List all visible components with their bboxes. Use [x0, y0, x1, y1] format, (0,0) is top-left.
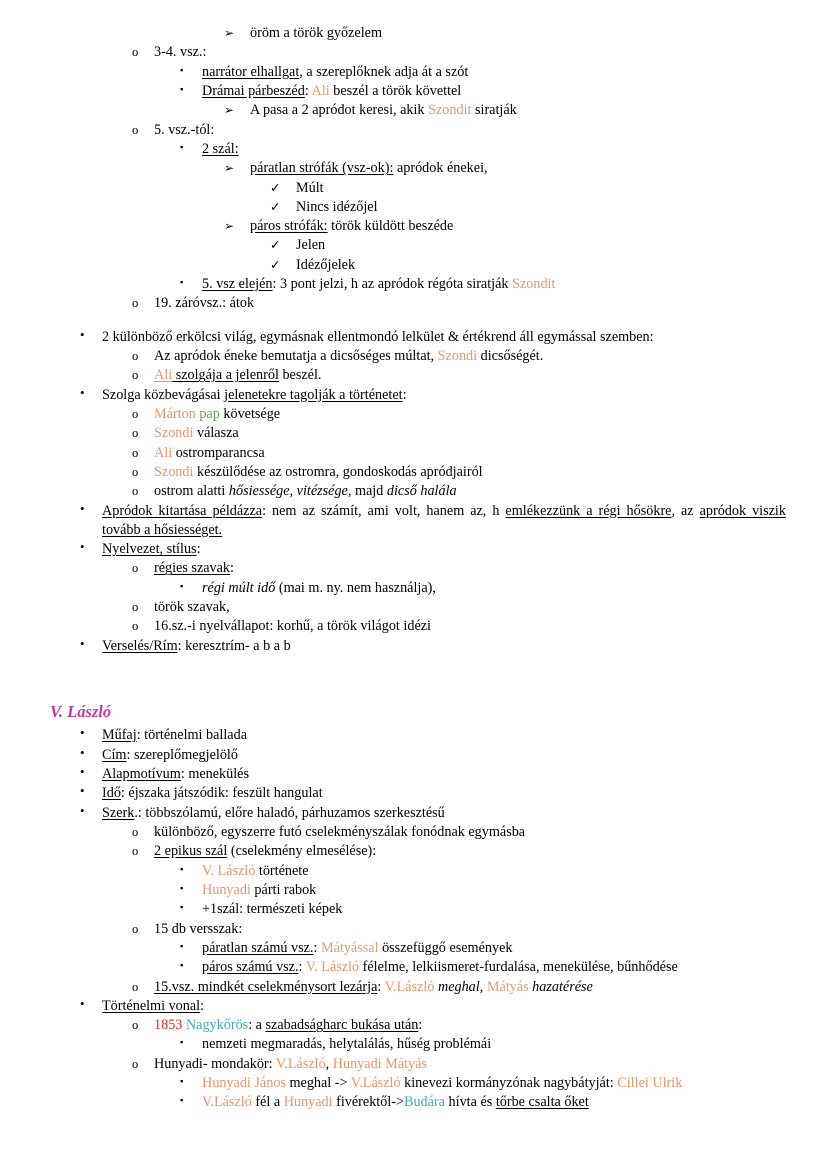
list-item-text — [154, 366, 786, 385]
arrow-bullet-icon: ➢ — [224, 161, 235, 176]
list-item — [42, 862, 786, 881]
list-item — [42, 784, 786, 803]
list-item-text: 5. vsz.-tól: — [154, 121, 215, 138]
list-item-text — [102, 765, 786, 784]
character-name: Szondi — [437, 348, 478, 364]
text-run: : 3 pont jelzi, h az apródok régóta siratják — [272, 276, 513, 293]
list-item — [42, 256, 786, 275]
text-run: , majd — [347, 483, 387, 500]
text-run: félelme, lelkiismeret-furdalása, menekülése, bűnhődése — [359, 959, 678, 976]
list-item-text — [154, 978, 786, 997]
list-item-text — [154, 405, 786, 424]
list-item-text — [154, 559, 786, 578]
character-name: Ali — [154, 444, 173, 461]
list-item — [42, 900, 786, 919]
emphasis-italic: dicső halála — [386, 483, 457, 500]
circle-bullet-icon: o — [132, 921, 139, 936]
list-item — [42, 179, 786, 198]
list-item — [42, 482, 786, 501]
list-item — [42, 920, 786, 939]
text-run: : — [196, 541, 201, 558]
list-item-text — [154, 347, 786, 366]
emphasis-underline: 5. vsz elején — [202, 276, 273, 293]
circle-bullet-icon: o — [132, 296, 139, 311]
list-item-text — [102, 804, 786, 823]
circle-bullet-icon: o — [132, 600, 139, 615]
text-run: : — [298, 959, 306, 976]
text-run: török küldött beszéde — [327, 218, 454, 235]
list-item-text — [154, 463, 786, 482]
text-run: ostrom alatti — [154, 483, 229, 500]
list-item-text: 19. záróvsz.: átok — [154, 295, 255, 312]
paragraph-spacer — [42, 314, 786, 328]
list-item — [42, 1074, 786, 1093]
emphasis-underline: Verselés/Rím — [102, 637, 178, 654]
list-item — [42, 726, 786, 745]
list-item-text: 3-4. vsz.: — [154, 44, 207, 61]
list-item — [42, 804, 786, 823]
square-bullet-icon: ▪ — [180, 1077, 184, 1088]
text-run: fivérektől-> — [332, 1094, 404, 1111]
circle-bullet-icon: o — [132, 1018, 139, 1033]
text-run: párti rabok — [250, 881, 317, 898]
list-item-text: +1szál: természeti képek — [202, 901, 343, 918]
circle-bullet-icon: o — [132, 464, 139, 479]
list-item-text — [250, 217, 786, 236]
list-item — [42, 275, 786, 294]
text-run: története — [255, 862, 309, 879]
character-name: Hunyadi Mátyás — [332, 1055, 427, 1072]
circle-bullet-icon: o — [132, 979, 139, 994]
character-name: Mátyással — [320, 939, 379, 956]
text-run: , az — [671, 502, 700, 519]
text-run: : — [230, 560, 234, 577]
text-run: : éjszaka játszódik: feszült hangulat — [120, 785, 323, 802]
list-item — [42, 347, 786, 366]
emphasis-underline: apródok viszik tovább a hősiességet. — [102, 502, 786, 538]
text-run: : történelmi ballada — [136, 727, 247, 744]
character-name: Szondi — [154, 463, 194, 480]
character-name: V.László — [275, 1055, 326, 1072]
text-run: : — [418, 1017, 423, 1034]
list-item-text — [154, 1055, 786, 1074]
character-name: Márton — [154, 405, 196, 422]
disc-bullet-icon: • — [80, 384, 85, 400]
circle-bullet-icon: o — [132, 349, 139, 363]
list-item-text: 16.sz.-i nyelvállapot: korhű, a török világot idézi — [154, 618, 431, 635]
square-bullet-icon: ▪ — [180, 278, 184, 289]
list-item — [42, 366, 786, 385]
list-item — [42, 82, 786, 101]
character-name: V.László — [350, 1075, 401, 1092]
text-run: meghal -> — [285, 1075, 351, 1092]
list-item — [42, 617, 786, 636]
character-name: V. László — [202, 862, 256, 879]
disc-bullet-icon: • — [80, 783, 85, 799]
emphasis-underline: emlékezzünk a régi hősökre — [505, 502, 672, 519]
list-item-text — [250, 101, 786, 120]
list-item-text: Jelen — [296, 237, 326, 254]
place-name: Nagykőrös — [185, 1017, 249, 1034]
list-item-text — [202, 958, 786, 977]
list-item — [42, 386, 786, 405]
list-item — [42, 939, 786, 958]
character-name: V.László — [384, 978, 435, 995]
list-item-text — [202, 1074, 786, 1093]
circle-bullet-icon: o — [132, 825, 139, 839]
emphasis-underline: Drámai párbeszéd — [202, 82, 305, 99]
character-name: Hunyadi — [283, 1094, 333, 1111]
list-item-text — [102, 746, 786, 765]
list-item-text — [202, 862, 786, 881]
text-run: beszél a török követtel — [329, 82, 462, 99]
character-name: Mátyás — [486, 978, 529, 995]
text-run: : — [377, 978, 385, 995]
list-item — [42, 294, 786, 313]
circle-bullet-icon: o — [132, 445, 139, 460]
circle-bullet-icon: o — [132, 1056, 139, 1071]
list-item-text — [202, 82, 786, 101]
list-item-text — [202, 275, 786, 294]
character-name: Hunyadi János — [202, 1075, 286, 1092]
text-run: Hunyadi- mondakör: — [154, 1055, 276, 1072]
list-item-text — [154, 444, 786, 463]
square-bullet-icon: ▪ — [180, 864, 184, 875]
list-item-text — [250, 159, 786, 178]
list-item-text: Idézőjelek — [296, 256, 356, 273]
text-run: : — [313, 939, 321, 956]
text-run: .: többszólamú, előre haladó, párhuzamos szerkesztésű — [134, 804, 445, 821]
disc-bullet-icon: • — [80, 500, 85, 516]
text-run: hívta és — [444, 1094, 496, 1111]
list-item-text — [202, 579, 786, 598]
square-bullet-icon: ▪ — [180, 1096, 184, 1107]
arrow-bullet-icon: ➢ — [224, 219, 235, 234]
emphasis-underline: páros számú vsz. — [202, 959, 299, 976]
text-run: dicsőségét. — [477, 348, 544, 364]
role-word: pap — [199, 405, 220, 422]
emphasis-underline: Műfaj — [102, 727, 137, 744]
character-name: V.László — [202, 1094, 252, 1111]
list-item — [42, 997, 786, 1016]
emphasis-italic: hősiessége, vitézsége — [228, 483, 348, 500]
circle-bullet-icon: o — [132, 844, 139, 859]
character-name: V. László — [305, 959, 360, 976]
square-bullet-icon: ▪ — [180, 941, 184, 952]
list-item-text: török szavak, — [154, 599, 230, 616]
disc-bullet-icon: • — [80, 326, 85, 342]
emphasis-underline: szolgája a jelenről — [172, 367, 279, 384]
emphasis-underline: 15.vsz. mindkét cselekménysort lezárja — [154, 978, 378, 995]
list-item-text: 2 szál: — [202, 140, 239, 157]
emphasis-underline: páratlan számú vsz. — [202, 939, 314, 956]
list-item — [42, 823, 786, 842]
emphasis-underline: Történelmi vonal — [102, 997, 201, 1014]
list-item-text — [102, 997, 786, 1016]
list-item-text — [154, 482, 786, 501]
circle-bullet-icon: o — [132, 484, 139, 499]
list-item — [42, 121, 786, 140]
list-item-text — [102, 502, 786, 541]
emphasis-underline: jelenetekre tagolják a történetet — [224, 386, 403, 403]
emphasis-underline: páratlan strófák (vsz-ok): — [250, 160, 394, 177]
circle-bullet-icon: o — [132, 368, 139, 383]
emphasis-underline: 2 epikus szál — [154, 843, 228, 860]
text-run: ostromparancsa — [172, 444, 265, 461]
list-item-text — [154, 1016, 786, 1035]
emphasis-italic: hazatérése — [528, 978, 593, 995]
square-bullet-icon: ▪ — [180, 581, 184, 592]
list-item-text — [102, 386, 786, 405]
text-run: , — [325, 1055, 333, 1072]
square-bullet-icon: ▪ — [180, 1038, 184, 1049]
text-run: (mai m. ny. nem használja), — [275, 579, 436, 596]
list-item — [42, 881, 786, 900]
text-run: , — [479, 978, 487, 995]
list-item — [42, 1035, 786, 1054]
text-run: : — [200, 997, 205, 1014]
character-name: Szondit — [428, 102, 472, 119]
check-bullet-icon: ✓ — [270, 180, 281, 195]
circle-bullet-icon: o — [132, 426, 139, 441]
check-bullet-icon: ✓ — [270, 257, 281, 272]
list-item — [42, 502, 786, 541]
list-item — [42, 540, 786, 559]
list-item — [42, 765, 786, 784]
list-item-text — [102, 784, 786, 803]
character-name: Cillei Ulrik — [617, 1075, 683, 1092]
list-item-text: öröm a török győzelem — [250, 25, 382, 41]
square-bullet-icon: ▪ — [180, 883, 184, 894]
square-bullet-icon: ▪ — [180, 65, 184, 76]
square-bullet-icon: ▪ — [180, 903, 184, 914]
text-run: : menekülés — [180, 766, 249, 783]
list-item — [42, 1016, 786, 1035]
list-item — [42, 1055, 786, 1074]
text-run: követsége — [219, 405, 281, 422]
text-run: : nem az számít, ami volt, hanem az, h — [262, 502, 506, 519]
list-item — [42, 405, 786, 424]
list-item-text: Múlt — [296, 179, 324, 196]
text-run: Az apródok éneke bemutatja a dicsőséges múltat, — [154, 348, 438, 364]
emphasis-underline: Idő — [102, 785, 121, 802]
disc-bullet-icon: • — [80, 764, 85, 780]
list-item — [42, 101, 786, 120]
text-run: fél a — [251, 1094, 284, 1111]
text-run: készülődése az ostromra, gondoskodás apródjairól — [193, 463, 483, 480]
text-run: (cselekmény elmesélése): — [227, 843, 377, 860]
character-name: Szondit — [512, 276, 556, 293]
list-item — [42, 579, 786, 598]
emphasis-underline: páros strófák: — [250, 218, 328, 235]
list-item-text: Nincs idézőjel — [296, 198, 378, 215]
character-name: Ali — [311, 82, 330, 99]
list-item — [42, 1093, 786, 1112]
character-name: Szondi — [154, 425, 194, 442]
list-item-text — [102, 637, 786, 656]
list-item-text — [202, 939, 786, 958]
list-item — [42, 842, 786, 861]
text-run: : — [304, 82, 312, 99]
emphasis-italic: meghal — [434, 978, 480, 995]
text-run: : a — [248, 1017, 266, 1034]
emphasis-underline: szabadságharc bukása után — [265, 1017, 419, 1034]
text-run: , a szereplőknek adja át a szót — [299, 63, 469, 80]
text-run: válasza — [193, 425, 239, 442]
check-bullet-icon: ✓ — [270, 199, 281, 214]
text-run: összefüggő események — [378, 939, 513, 956]
emphasis-underline: Cím — [102, 746, 127, 763]
square-bullet-icon: ▪ — [180, 84, 184, 95]
list-item — [42, 559, 786, 578]
list-item-text: különböző, egyszerre futó cselekményszálak fonódnak egymásba — [154, 824, 526, 840]
circle-bullet-icon: o — [132, 406, 139, 421]
list-item — [42, 217, 786, 236]
text-run: : szereplőmegjelölő — [126, 746, 238, 763]
text-run: kinevezi kormányzónak nagybátyját: — [400, 1075, 618, 1092]
list-item-text — [154, 424, 786, 443]
list-item — [42, 198, 786, 217]
list-item — [42, 159, 786, 178]
disc-bullet-icon: • — [80, 539, 85, 555]
list-item — [42, 637, 786, 656]
list-item — [42, 24, 786, 43]
text-run: A pasa a 2 apródot keresi, akik — [250, 102, 429, 119]
list-item-text: 2 különböző erkölcsi világ, egymásnak ellentmondó lelkület & értékrend áll egymással szemben: — [102, 328, 654, 345]
list-item — [42, 140, 786, 159]
list-item — [42, 424, 786, 443]
list-item-text — [202, 1093, 786, 1112]
list-item-text: nemzeti megmaradás, helytalálás, hűség problémái — [202, 1036, 492, 1053]
text-run: beszél. — [278, 367, 322, 384]
square-bullet-icon: ▪ — [180, 961, 184, 972]
emphasis-underline: Apródok kitartása példázza — [102, 502, 263, 519]
emphasis-underline: narrátor elhallgat — [202, 63, 300, 80]
disc-bullet-icon: • — [80, 995, 85, 1011]
list-item — [42, 463, 786, 482]
disc-bullet-icon: • — [80, 635, 85, 651]
emphasis-underline: tőrbe csalta őket — [495, 1094, 589, 1111]
text-run: apródok énekei, — [393, 160, 488, 177]
disc-bullet-icon: • — [80, 744, 85, 760]
emphasis-underline: Nyelvezet, stílus — [102, 541, 197, 558]
square-bullet-icon: ▪ — [180, 142, 184, 153]
list-item — [42, 63, 786, 82]
list-item-text — [154, 842, 786, 861]
emphasis-underline: Alapmotívum — [102, 766, 181, 783]
arrow-bullet-icon: ➢ — [224, 103, 235, 118]
year-highlight: 1853 — [154, 1017, 183, 1034]
circle-bullet-icon: o — [132, 122, 139, 137]
list-item — [42, 598, 786, 617]
place-name: Budára — [404, 1094, 445, 1111]
text-run: : keresztrím- a b a b — [177, 637, 291, 654]
emphasis-underline: régies szavak — [154, 560, 231, 577]
list-item — [42, 746, 786, 765]
list-item — [42, 236, 786, 255]
text-run: siratják — [471, 102, 517, 119]
list-item-text — [202, 881, 786, 900]
list-item — [42, 444, 786, 463]
disc-bullet-icon: • — [80, 725, 85, 741]
circle-bullet-icon: o — [132, 619, 139, 634]
text-run: : — [402, 386, 407, 403]
list-item — [42, 958, 786, 977]
list-item — [42, 328, 786, 347]
list-item-text — [102, 540, 786, 559]
character-name: Hunyadi — [202, 881, 251, 898]
circle-bullet-icon: o — [132, 45, 139, 60]
list-item-text — [102, 726, 786, 745]
disc-bullet-icon: • — [80, 802, 85, 818]
list-item — [42, 43, 786, 62]
emphasis-underline: Szerk — [102, 804, 135, 821]
circle-bullet-icon: o — [132, 561, 139, 576]
section-spacer — [42, 656, 786, 701]
arrow-bullet-icon: ➢ — [224, 26, 235, 40]
list-item-text: 15 db versszak: — [154, 920, 243, 937]
list-item — [42, 978, 786, 997]
section-heading: V. László — [50, 702, 112, 721]
character-name: Ali — [154, 367, 173, 384]
check-bullet-icon: ✓ — [270, 238, 281, 253]
text-run: Szolga közbevágásai — [102, 386, 225, 403]
list-item-text — [202, 63, 786, 82]
emphasis-italic: régi múlt idő — [202, 579, 276, 596]
